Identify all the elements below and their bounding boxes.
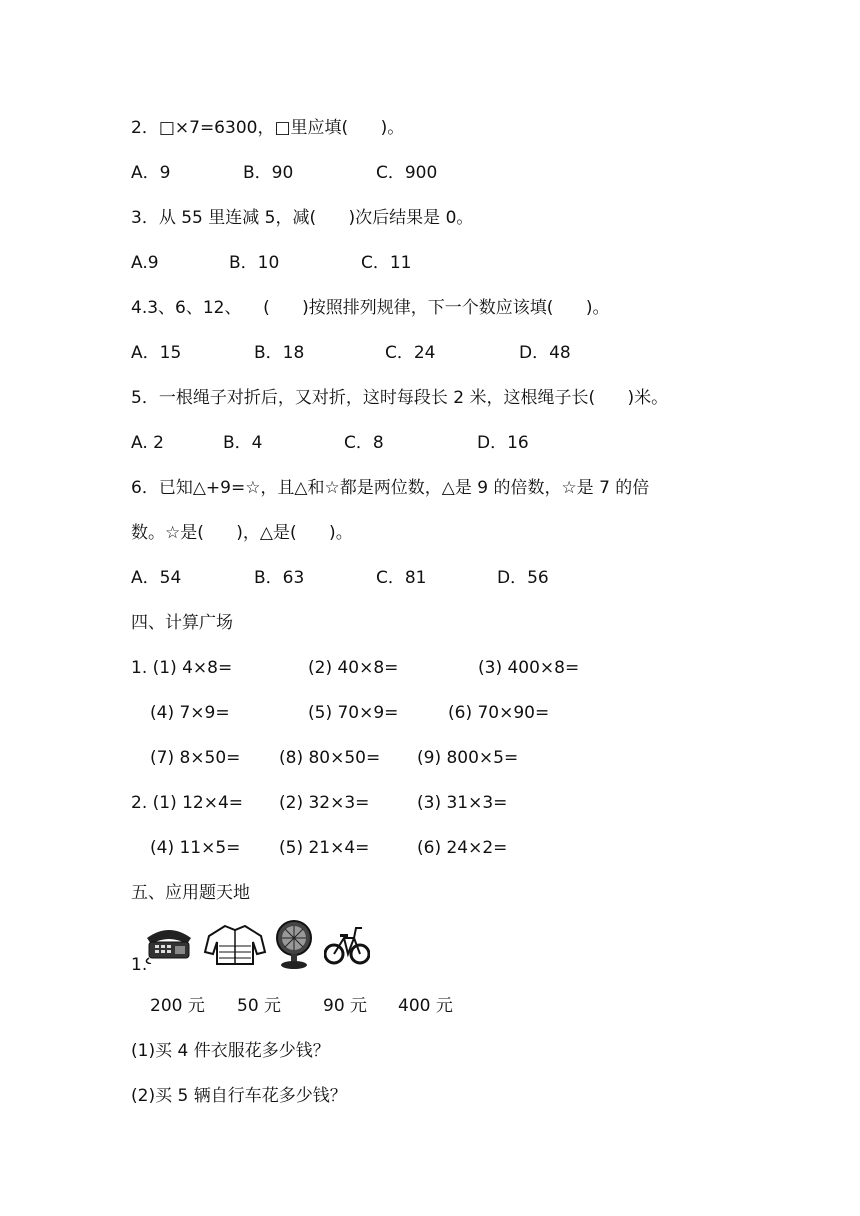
q6-option-a: A．54	[131, 568, 182, 588]
calc-item: (2) 32×3=	[279, 793, 370, 813]
q4-option-b: B．18	[254, 343, 305, 363]
calc-item: (7) 8×50=	[150, 748, 241, 768]
calc-item: (9) 800×5=	[417, 748, 519, 768]
calc-item: (8) 80×50=	[279, 748, 381, 768]
calc-item: (4) 7×9=	[150, 703, 230, 723]
q5-option-b: B．4	[223, 433, 263, 453]
q4-option-a: A．15	[131, 343, 182, 363]
item-number: 1.	[131, 955, 148, 975]
calc-item: (2) 40×8=	[308, 658, 399, 678]
q6-option-d: D．56	[497, 568, 549, 588]
q4-stem: 4.3、6、12、 ( )按照排列规律，下一个数应该填( )。	[131, 298, 610, 318]
q5-option-c: C．8	[344, 433, 384, 453]
price-jacket: 50 元	[237, 996, 282, 1016]
telephone-icon	[141, 924, 197, 964]
jacket-icon	[203, 922, 267, 966]
q6-option-b: B．63	[254, 568, 305, 588]
fan-icon	[272, 918, 316, 970]
calc-item: (4) 11×5=	[150, 838, 241, 858]
question-2: (2)买 5 辆自行车花多少钱？	[131, 1086, 347, 1106]
q2-stem: 2．□×7=6300，□里应填( )。	[131, 118, 405, 138]
q2-option-a: A．9	[131, 163, 171, 183]
question-1: (1)买 4 件衣服花多少钱？	[131, 1041, 330, 1061]
q4-option-d: D．48	[519, 343, 571, 363]
q3-option-a: A.9	[131, 253, 159, 273]
price-telephone: 200 元	[150, 996, 205, 1016]
q6-stem-line1: 6．已知△+9=☆，且△和☆都是两位数，△是 9 的倍数，☆是 7 的倍	[131, 478, 650, 498]
calc-item: (5) 70×9=	[308, 703, 399, 723]
q4-option-c: C．24	[385, 343, 436, 363]
q3-stem: 3．从 55 里连减 5，减( )次后结果是 0。	[131, 208, 474, 228]
q3-option-b: B．10	[229, 253, 280, 273]
section5-title: 五、应用题天地	[131, 883, 250, 903]
bicycle-icon	[324, 922, 370, 966]
q2-option-b: B．90	[243, 163, 294, 183]
q5-option-d: D．16	[477, 433, 529, 453]
price-bicycle: 400 元	[398, 996, 453, 1016]
calc-item: (6) 24×2=	[417, 838, 508, 858]
calc-item: 1. (1) 4×8=	[131, 658, 233, 678]
q3-option-c: C．11	[361, 253, 412, 273]
calc-item: (5) 21×4=	[279, 838, 370, 858]
calc-item: (3) 31×3=	[417, 793, 508, 813]
calc-item: (3) 400×8=	[478, 658, 580, 678]
q2-option-c: C．900	[376, 163, 438, 183]
section4-title: 四、计算广场	[131, 613, 233, 633]
q5-stem: 5．一根绳子对折后，又对折，这时每段长 2 米，这根绳子长( )米。	[131, 388, 669, 408]
q6-option-c: C．81	[376, 568, 427, 588]
q6-stem-line2: 数。☆是( )，△是( )。	[131, 523, 353, 543]
price-fan: 90 元	[323, 996, 368, 1016]
q5-option-a: A. 2	[131, 433, 164, 453]
calc-item: 2. (1) 12×4=	[131, 793, 244, 813]
calc-item: (6) 70×90=	[448, 703, 550, 723]
